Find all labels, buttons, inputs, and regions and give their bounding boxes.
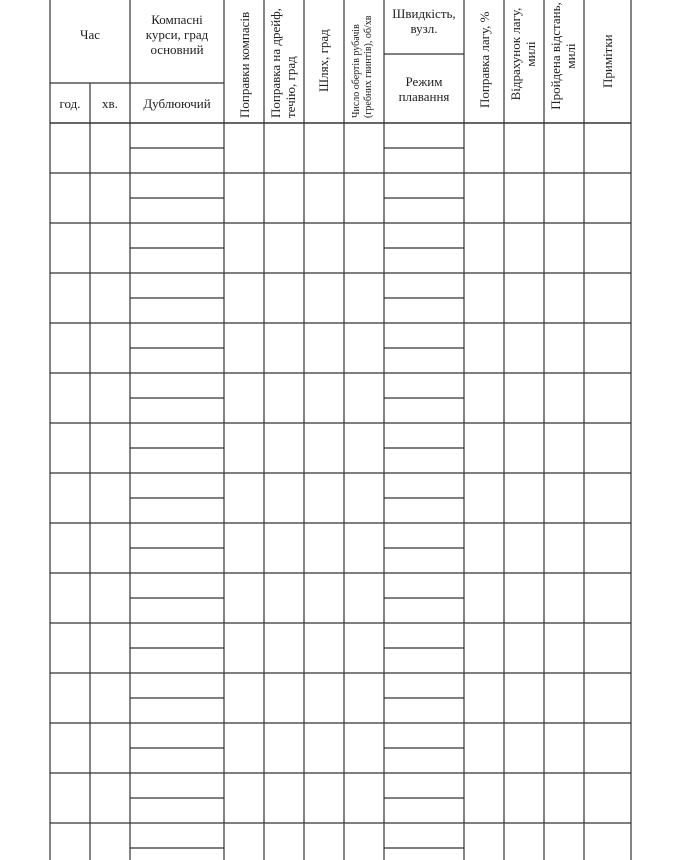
- header-speed: Швидкість, вузл.: [392, 6, 456, 36]
- header-notes: Примітки: [600, 34, 615, 88]
- header-compass-courses: Компасні курси, град основний: [145, 12, 209, 57]
- header-mode: Режим плавання: [398, 74, 450, 104]
- header-distance: Пройдена відстань, милі: [548, 2, 578, 110]
- header-hours: год.: [59, 96, 81, 111]
- header-compass-correction: Поправки компасів: [237, 11, 252, 118]
- header-track: Шлях, град: [316, 29, 331, 92]
- header-duplicate: Дублюючий: [143, 96, 211, 111]
- header-time: Час: [80, 27, 100, 42]
- header-log-reading: Відрахунок лагу, милі: [508, 7, 538, 101]
- header-rpm: Число обертів рубачів (гребних гвинтів), об/хв: [351, 15, 374, 118]
- header-minutes: хв.: [102, 96, 118, 111]
- header-log-correction: Поправка лагу, %: [477, 11, 492, 108]
- header-drift-correction: Поправка на дрейф, течію, град: [268, 8, 298, 118]
